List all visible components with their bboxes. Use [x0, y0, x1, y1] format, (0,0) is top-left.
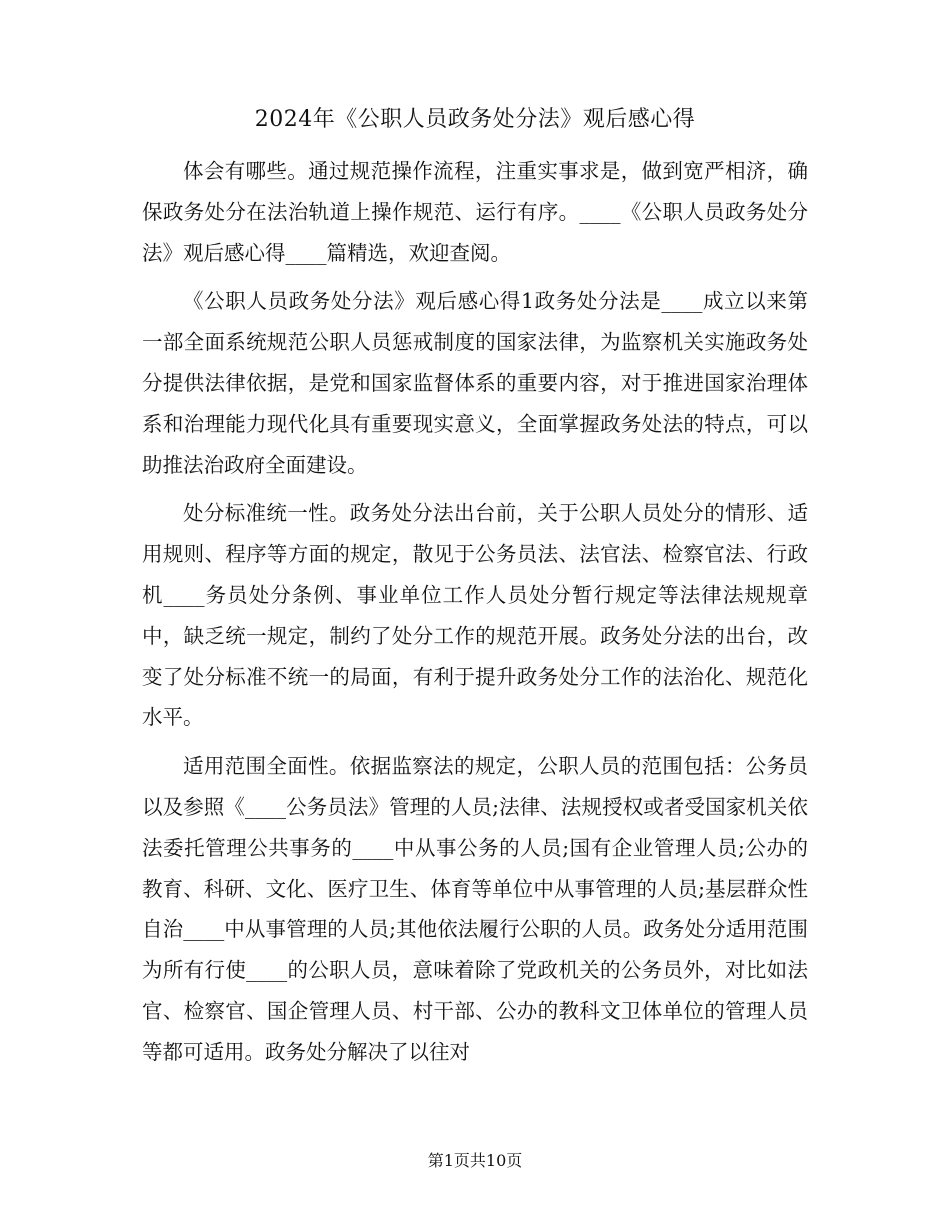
document-title: 2024年《公职人员政务处分法》观后感心得 [254, 107, 696, 132]
paragraph-scope: 适用范围全面性。依据监察法的规定，公职人员的范围包括：公务员以及参照《____公务员法》管理的人员;法律、法规授权或者受国家机关依法委托管理公共事务的____中从事公务的人员;国有企业管理人员;公办的教育、科研、文化、医疗卫生、体育等单位中从事管理的人员;基层群众性自治____中从事管理的人员;其他依法履行公职的人员。政务处分适用范围为所有行使____的公职人员，意味着除了党政机关的公务员外，对比如法官、检察官、国企管理人员、村干部、公办的教科文卫体单位的管理人员等都可适用。政务处分解决了以往对 [142, 754, 808, 1064]
page-number-footer: 第1页共10页 [427, 1151, 523, 1170]
paragraph-unified-standard: 处分标准统一性。政务处分法出台前，关于公职人员处分的情形、适用规则、程序等方面的规定，散见于公务员法、法官法、检察官法、行政机____务员处分条例、事业单位工作人员处分暂行规定等法律法规规章中，缺乏统一规定，制约了处分工作的规范开展。政务处分法的出台，改变了处分标准不统一的局面，有利于提升政务处分工作的法治化、规范化水平。 [142, 501, 808, 730]
document-body [142, 151, 808, 1081]
paragraph-intro: 体会有哪些。通过规范操作流程，注重实事求是，做到宽严相济，确保政务处分在法治轨道上操作规范、运行有序。____《公职人员政务处分法》观后感心得____篇精选，欢迎查阅。 [142, 159, 808, 265]
paragraph-essay-1: 《公职人员政务处分法》观后感心得1政务处分法是____成立以来第一部全面系统规范公职人员惩戒制度的国家法律，为监察机关实施政务处分提供法律依据，是党和国家监督体系的重要内容，对于推进国家治理体系和治理能力现代化具有重要现实意义，全面掌握政务处法的特点，可以助推法治政府全面建设。 [142, 289, 808, 477]
